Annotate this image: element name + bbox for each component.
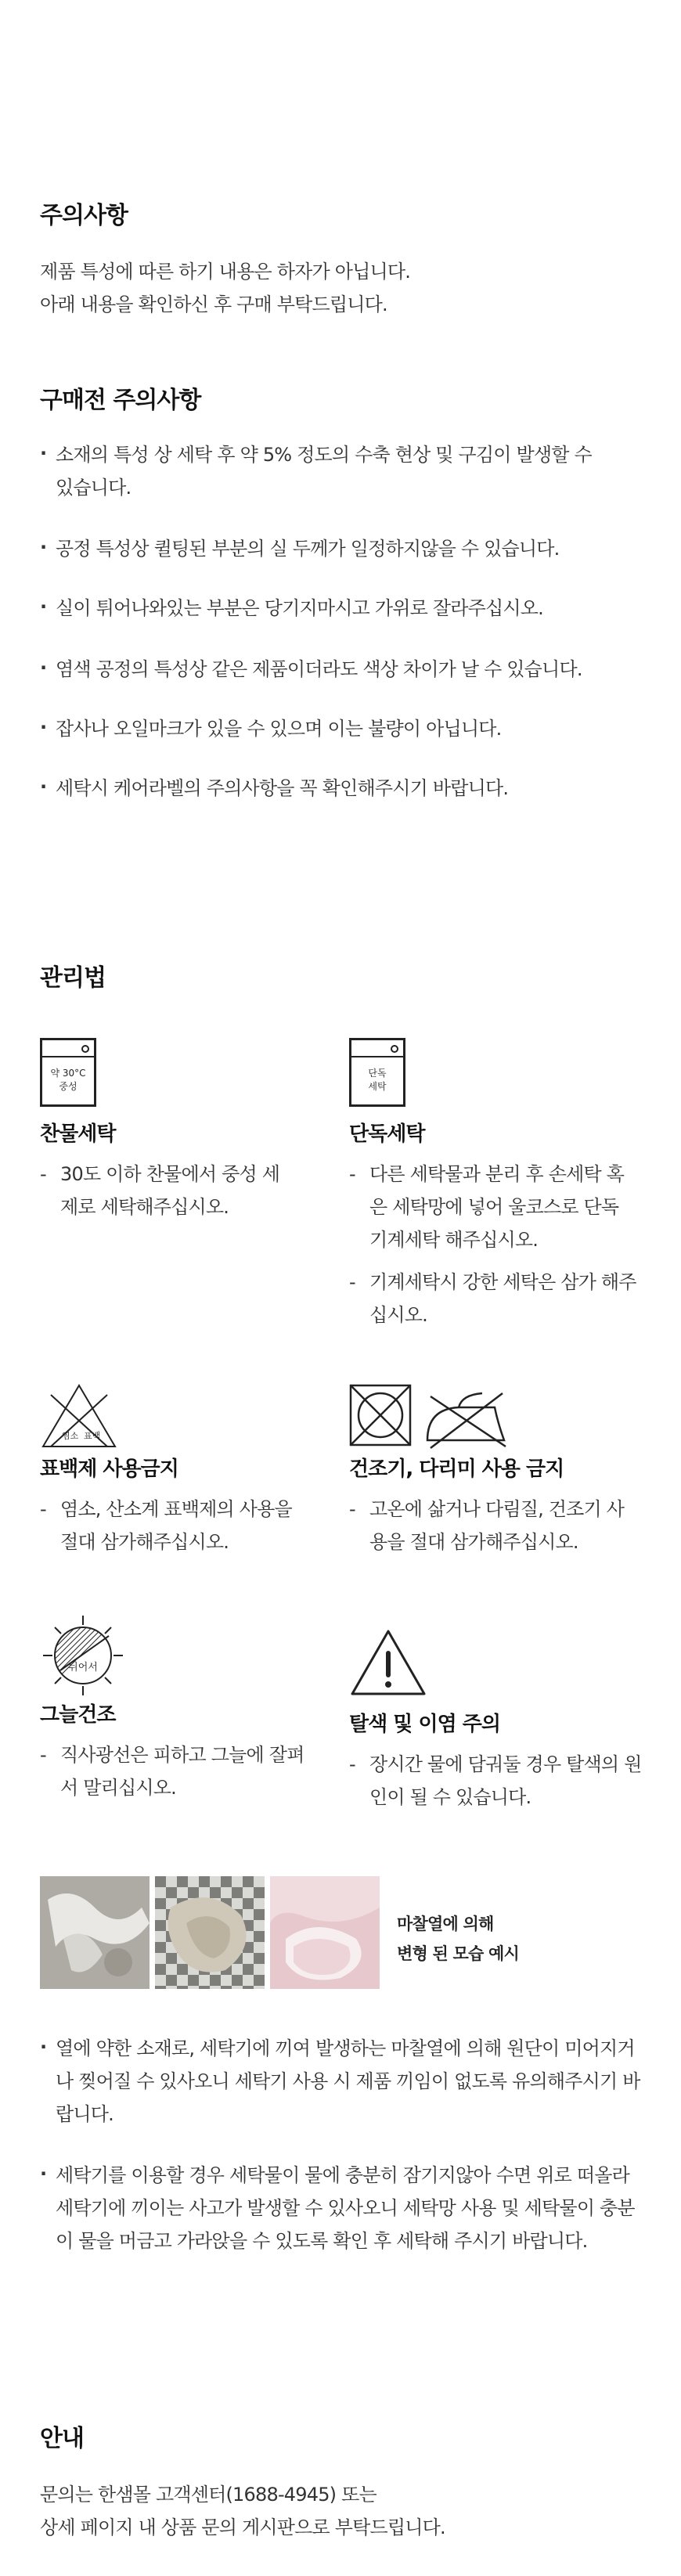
friction-caption: 변형 된 모습 예시 [397,1944,519,1963]
pre-purchase-item: · 공정 특성상 퀼팅된 부분의 실 두께가 일정하지않을 수 있습니다. [40,532,658,565]
care-item-no-dryer-iron [349,1382,662,1558]
pre-purchase-item: · 실이 튀어나와있는 부분은 당기지마시고 가위로 잘라주십시오. [40,592,658,625]
care-item-desc: - 고온에 삶거나 다림질, 건조기 사용을 절대 삼가해주십시오. [349,1493,639,1558]
care-item-desc: - 직사광선은 피하고 그늘에 잘펴서 말리십시오. [40,1738,306,1804]
warning-icon [349,1628,427,1699]
friction-damage-photos [40,1876,384,1989]
pre-purchase-item: · 염색 공정의 특성상 같은 제품이더라도 색상 차이가 날 수 있습니다. [40,653,658,686]
care-item-desc: - 염소, 산소계 표백제의 사용을 절대 삼가해주십시오. [40,1493,314,1558]
damage-photo [270,1876,380,1989]
info-line: 상세 페이지 내 상품 문의 게시판으로 부탁드립니다. [40,2517,445,2538]
pre-purchase-title: 구매전 주의사항 [40,387,201,414]
care-item-title: 그늘건조 [40,1703,116,1727]
svg-text:표백: 표백 [84,1431,101,1441]
info-title: 안내 [40,2425,84,2452]
care-item-title: 탈색 및 이염 주의 [349,1713,500,1736]
friction-caption: 마찰열에 의해 [397,1915,494,1933]
shade-dry-icon [40,1612,126,1699]
care-item-title: 표백제 사용금지 [40,1457,178,1481]
care-item-shade-dry [40,1612,337,1804]
care-item-desc: - 다른 세탁물과 분리 후 손세탁 혹은 세탁망에 넣어 울코스로 단독 기계세탁 해주십시오. [349,1158,639,1256]
friction-item: · 세탁기를 이용할 경우 세탁물이 물에 충분히 잠기지않아 수면 위로 떠올라 세탁기에 끼이는 사고가 발생할 수 있사오니 세탁망 사용 및 세탁물이 충분이 물을 머금고 가라앉을 수 있도록 확인 후 세탁해 주시기 바랍니다. [40,2159,650,2257]
care-item-no-bleach [40,1382,337,1558]
pre-purchase-item: · 세탁시 케어라벨의 주의사항을 꼭 확인해주시기 바랍니다. [40,772,658,805]
care-item-separate-wash [349,1038,647,1331]
no-bleach-icon [40,1382,118,1450]
care-title: 관리법 [40,964,106,992]
care-item-desc: - 기계세탁시 강한 세탁은 삼가 해주십시오. [349,1266,639,1331]
care-item-desc: - 장시간 물에 담궈둘 경우 탈색의 원인이 될 수 있습니다. [349,1748,647,1814]
notice-title: 주의사항 [40,202,128,229]
friction-item: · 열에 약한 소재로, 세탁기에 끼여 발생하는 마찰열에 의해 원단이 미어지거나 찢어질 수 있사오니 세탁기 사용 시 제품 끼임이 없도록 유의해주시기 바랍니다. [40,2032,643,2131]
care-item-title: 단독세탁 [349,1122,425,1146]
pre-purchase-item: · 잡사나 오일마크가 있을 수 있으며 이는 불량이 아닙니다. [40,712,658,745]
care-item-bleed-warning [349,1628,662,1814]
notice-line: 제품 특성에 따른 하기 내용은 하자가 아닙니다. [40,261,411,283]
damage-photo [155,1876,265,1989]
care-item-cold-wash [40,1038,337,1223]
notice-line: 아래 내용을 확인하신 후 구매 부탁드립니다. [40,294,387,315]
svg-text:뉘어서: 뉘어서 [68,1662,98,1673]
wash-tub-cold-icon: 약 30°C 중성 [40,1038,96,1107]
no-dryer-no-iron-icon [349,1382,513,1450]
care-item-title: 건조기, 다리미 사용 금지 [349,1457,564,1481]
wash-tub-separate-icon: 단독 세탁 [349,1038,405,1107]
care-item-title: 찬물세탁 [40,1122,116,1146]
damage-photo [40,1876,150,1989]
info-line: 문의는 한샘몰 고객센터(1688-4945) 또는 [40,2484,377,2506]
svg-text:염소: 염소 [62,1431,79,1441]
pre-purchase-item: · 소재의 특성 상 세탁 후 약 5% 정도의 수축 현상 및 구김이 발생할 수 있습니다. [40,438,604,504]
care-item-desc: - 30도 이하 찬물에서 중성 세제로 세탁해주십시오. [40,1158,290,1223]
